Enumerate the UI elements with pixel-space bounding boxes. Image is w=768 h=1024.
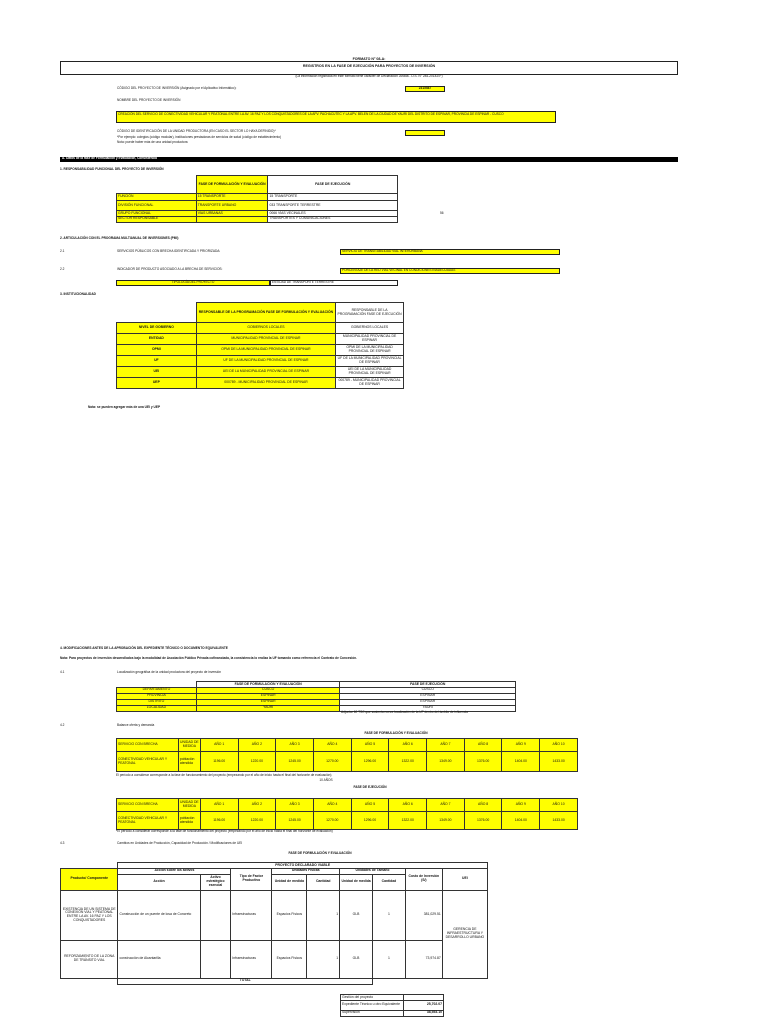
- col-header-cost: Costo de Inversión (S/): [405, 868, 442, 890]
- empty-cell: [61, 978, 118, 984]
- cell-execution[interactable]: OPMI DE LA MUNICIPALIDAD PROVINCIAL DE ESPINAR: [336, 345, 404, 356]
- section-4-title: 4. MODIFICACIONES ANTES DE LA APROBACIÓN DEL EXPEDIENTE TÉCNICO O DOCUMENTO EQUIVALENTE: [60, 646, 228, 650]
- cell-execution[interactable]: 033 TRANSPORTE TERRESTRE: [268, 201, 398, 211]
- cell-execution[interactable]: 15 TRANSPORTE: [268, 194, 398, 201]
- quantity-cell[interactable]: 1: [307, 940, 340, 978]
- value-cell[interactable]: 1196.00: [200, 752, 238, 772]
- location-table: [116, 681, 516, 712]
- col-header: AÑO 4: [313, 799, 351, 812]
- value-cell[interactable]: 1296.00: [351, 812, 389, 830]
- col-header: AÑO 5: [351, 799, 389, 812]
- unit-code-field[interactable]: [405, 130, 445, 136]
- value-cell[interactable]: 1404.00: [502, 752, 540, 772]
- col-header: AÑO 9: [502, 739, 540, 752]
- period-note: El período a considerar corresponde a la fase de funcionamiento del proyecto (empezando por el año de inicio hasta el final del horizonte de evaluación): [116, 773, 332, 777]
- value-cell[interactable]: 1220.00: [238, 812, 276, 830]
- cell-formulation[interactable]: ESPINAR: [196, 699, 340, 705]
- supply-demand-fe-title: FASE DE FORMULACIÓN Y EVALUACIÓN: [364, 731, 428, 735]
- unit-cell[interactable]: población atendida: [178, 752, 200, 772]
- row-label: ENTIDAD: [117, 334, 197, 345]
- cell-execution[interactable]: YAURI: [340, 705, 516, 711]
- col-header-uei: UEI: [442, 868, 487, 890]
- brecha-label: SERVICIOS PÚBLICOS CON BRECHA IDENTIFICADA Y PRIORIZADA:: [117, 249, 221, 253]
- col-header-quantity-2: Cantidad: [372, 874, 405, 890]
- col-header: AÑO 8: [464, 739, 502, 752]
- value-cell[interactable]: 1270.00: [313, 812, 351, 830]
- project-code-field[interactable]: 2315587: [405, 86, 445, 92]
- value-cell[interactable]: 1433.00: [540, 812, 578, 830]
- type-cell[interactable]: Infraestructuras: [231, 940, 272, 978]
- item-number: 2.1: [60, 249, 65, 253]
- col-header: AÑO 2: [238, 799, 276, 812]
- brecha-service-field[interactable]: SERVICIO DE TRANSITABILIDAD VIAL INTERURBANA: [340, 249, 560, 255]
- quantity-2-cell[interactable]: 1: [372, 890, 405, 940]
- value-cell[interactable]: 1245.00: [276, 812, 314, 830]
- value-cell[interactable]: 1349.00: [427, 752, 465, 772]
- col-header: AÑO 1: [200, 739, 238, 752]
- col-header-formulation: FASE DE FORMULACIÓN Y EVALUACIÓN: [196, 682, 340, 688]
- service-cell[interactable]: CONECTIVIDAD VEHICULAR Y PEATONAL: [117, 752, 179, 772]
- cell-execution[interactable]: 000789 - MUNICIPALIDAD PROVINCIAL DE ESPINAR: [336, 378, 404, 389]
- row-label: DEPARTAMENTO: [117, 687, 197, 693]
- value-cell[interactable]: 1433.00: [540, 752, 578, 772]
- action-cell[interactable]: Construcción de un puente de losa de Concreto: [118, 890, 200, 940]
- row-label: UEP: [117, 378, 197, 389]
- col-header: AÑO 5: [351, 739, 389, 752]
- col-header-product: Producto/ Componente: [61, 868, 118, 890]
- format-number: FORMATO N° 08-A:: [352, 57, 386, 61]
- row-label: DISTRITO: [117, 699, 197, 705]
- action-cell[interactable]: construcción de Alcantarilla: [118, 940, 200, 978]
- col-header: UNIDAD DE MEDIDA: [178, 739, 200, 752]
- cell-formulation[interactable]: [196, 216, 268, 222]
- total-label: TOTAL: [118, 978, 373, 984]
- cell-formulation[interactable]: VÍAS URBANAS: [196, 211, 268, 217]
- unit-code-note: *Por ejemplo: colegios (código modular), instituciones prestadoras de servicios de salud (código de establecimiento): [117, 135, 282, 139]
- empty-cell: [117, 303, 197, 323]
- col-header-actions: Acción sobre los activos: [118, 868, 231, 874]
- value-cell[interactable]: 1296.00: [351, 752, 389, 772]
- location-note: Adjuntar 60 TSC que sustenta nueva localización de la UP dentro del ámbito de influencia: [341, 710, 468, 714]
- institutionality-note: Nota: se pueden agregar más de una UEI y UEP: [88, 405, 161, 409]
- cell-execution[interactable]: TRANSPORTES Y COMUNICACIONES: [268, 216, 398, 222]
- empty-cell: [372, 978, 487, 984]
- value-cell[interactable]: 1270.00: [313, 752, 351, 772]
- col-header: AÑO 10: [540, 799, 578, 812]
- value-cell[interactable]: 1376.00: [464, 812, 502, 830]
- cell-formulation[interactable]: 15 TRANSPORTE: [196, 194, 268, 201]
- location-label: Localización geográfica de la unidad productora del proyecto de inversión: [117, 670, 222, 674]
- col-header: AÑO 1: [200, 799, 238, 812]
- cost-cell[interactable]: 381,029.51: [405, 890, 442, 940]
- page-title: REGISTROS EN LA FASE DE EJECUCIÓN PARA PROYECTOS DE INVERSIÓN: [302, 64, 436, 68]
- section-2-title: 2. ARTICULACIÓN CON EL PROGRAMA MULTIANUAL DE INVERSIONES (PMI): [60, 236, 179, 240]
- unit-measure-cell[interactable]: Espacios Físicos: [272, 940, 307, 978]
- row-label: PROVINCIA: [117, 693, 197, 699]
- cost-summary-table: [340, 994, 444, 1017]
- value-cell[interactable]: 1322.00: [389, 812, 427, 830]
- row-label: UEI: [117, 367, 197, 378]
- col-header: AÑO 6: [389, 799, 427, 812]
- cell-execution[interactable]: CUSCO: [340, 687, 516, 693]
- cell-execution[interactable]: ESPINAR: [340, 693, 516, 699]
- unit-measure-2-cell[interactable]: GLB: [340, 890, 373, 940]
- cost-cell[interactable]: 73,974.87: [405, 940, 442, 978]
- row-label: DIVISIÓN FUNCIONAL: [117, 201, 197, 211]
- value-cell[interactable]: 1404.00: [502, 812, 540, 830]
- supply-demand-ej-title: FASE DE EJECUCIÓN: [353, 785, 387, 789]
- col-header: SERVICIO CON BRECHA: [117, 739, 179, 752]
- product-cell[interactable]: EXISTENCIA DE UN SISTEMA DE CONEXIÓN VIAL Y PEATONAL ENTRE LA AV. 16 PAZ Y LOS CONQUISTADORES: [61, 890, 118, 940]
- institutionality-table: [116, 302, 404, 389]
- typology-field[interactable]: ENTIDAD DE TRANSPORTE TERRESTRE: [270, 280, 398, 286]
- cell-formulation[interactable]: 000789 - MUNICIPALIDAD PROVINCIAL DE ESPINAR: [196, 378, 335, 389]
- cell-execution[interactable]: 0066 VÍAS VECINALES: [268, 211, 398, 217]
- item-number: 4.1: [60, 670, 65, 674]
- row-label: SECTOR RESPONSABLE: [117, 216, 197, 222]
- col-header-formulation: FASE DE FORMULACIÓN Y EVALUACIÓN: [196, 176, 268, 194]
- functional-responsibility-table: [116, 175, 398, 223]
- supply-demand-label: Balance oferta y demanda: [117, 723, 155, 727]
- indicator-field[interactable]: PORCENTAJE DE LA RED VIAL VECINAL EN CONDICIONES INADECUADAS: [340, 268, 560, 274]
- cell-execution[interactable]: UF DE LA MUNICIPALIDAD PROVINCIAL DE ESPINAR: [336, 356, 404, 367]
- uei-cell[interactable]: GERENCIA DE INFRAESTRUCTURA Y DESARROLLO URBANO: [442, 890, 487, 978]
- supply-demand-fe-table: [116, 738, 578, 772]
- section-a-header: A. Datos de la fase de Formulación y Evaluación, Consistencia: [60, 157, 678, 162]
- cell-formulation[interactable]: OPMI DE LA MUNICIPALIDAD PROVINCIAL DE ESPINAR: [196, 345, 335, 356]
- col-header-execution: RESPONSABLE DE LA PROGRAMACIÓN FASE DE EJECUCIÓN: [336, 303, 404, 323]
- cell-execution[interactable]: MUNICIPALIDAD PROVINCIAL DE ESPINAR: [336, 334, 404, 345]
- service-cell[interactable]: CONECTIVIDAD VEHICULAR Y PEATONAL: [117, 812, 179, 830]
- row-label: UF: [117, 356, 197, 367]
- section-4-note: Nota: Para proyectos de inversión desarrollados bajo la modalidad de Asociación Público Privada cofinanciada, la consistencia lo realiza la UF tomando como referencia el Contrato de Concesión.: [60, 656, 357, 660]
- row-label: OPMI: [117, 345, 197, 356]
- summary-label: Gestión del proyecto: [341, 995, 404, 1001]
- period-value: 10 AÑOS: [319, 778, 333, 782]
- col-header: AÑO 7: [427, 799, 465, 812]
- col-header: AÑO 3: [276, 799, 314, 812]
- cell-execution[interactable]: ESPINAR: [340, 699, 516, 705]
- cell-formulation[interactable]: CUSCO: [196, 687, 340, 693]
- value-cell[interactable]: 1196.00: [200, 812, 238, 830]
- strategic-cell[interactable]: [200, 940, 231, 978]
- item-number: 4.3: [60, 841, 65, 845]
- item-number: 2.2: [60, 267, 65, 271]
- col-header: AÑO 9: [502, 799, 540, 812]
- indicator-label: INDICADOR DE PRODUCTO ASOCIADO A LA BRECHA DE SERVICIOS:: [117, 267, 223, 271]
- empty-cell: [117, 176, 197, 194]
- side-value: 56: [440, 211, 444, 215]
- value-cell[interactable]: 1376.00: [464, 752, 502, 772]
- col-header: AÑO 7: [427, 739, 465, 752]
- period-note-execution: *El período a considerar corresponde a la fase de funcionamiento del proyecto (empezando por el año de inicio hasta el final del horizonte de evaluación): [116, 829, 333, 833]
- row-label: GRUPO FUNCIONAL: [117, 211, 197, 217]
- col-header-formulation: RESPONSABLE DE LA PROGRAMACIÓN FASE DE FORMULACIÓN Y EVALUACIÓN: [196, 303, 335, 323]
- col-header-size-units: Unidades de Tamaño: [340, 868, 406, 874]
- production-units-table: [60, 862, 488, 985]
- summary-label: Supervisión: [341, 1010, 404, 1016]
- unit-measure-cell[interactable]: Espacios Físicos: [272, 890, 307, 940]
- section-1-title: 1. RESPONSABILIDAD FUNCIONAL DEL PROYECTO DE INVERSIÓN: [60, 167, 164, 171]
- value-cell[interactable]: 1349.00: [427, 812, 465, 830]
- row-label: NIVEL DE GOBIERNO: [117, 323, 197, 334]
- unit-measure-2-cell[interactable]: GLB: [340, 940, 373, 978]
- project-name-label: NOMBRE DEL PROYECTO DE INVERSIÓN: [117, 98, 181, 102]
- cell-execution[interactable]: GOBIERNOS LOCALES: [336, 323, 404, 334]
- cell-formulation[interactable]: UF DE LA MUNICIPALIDAD PROVINCIAL DE ESPINAR: [196, 356, 335, 367]
- quantity-cell[interactable]: 1: [307, 890, 340, 940]
- quantity-2-cell[interactable]: 1: [372, 940, 405, 978]
- row-label: LOCALIDAD: [117, 705, 197, 711]
- row-label: FUNCIÓN: [117, 194, 197, 201]
- item-number: 4.2: [60, 723, 65, 727]
- col-header-action: Acción: [118, 874, 200, 890]
- col-header-unit-measure: Unidad de medida: [272, 874, 307, 890]
- typology-label: TIPOLOGÍA DEL PROYECTO: [116, 280, 270, 286]
- col-header: AÑO 6: [389, 739, 427, 752]
- col-header-execution: FASE DE EJECUCIÓN: [340, 682, 516, 688]
- supply-demand-ej-table: [116, 798, 578, 830]
- col-header: AÑO 3: [276, 739, 314, 752]
- unit-code-note-2: Nota: puede haber más de una unidad productora: [117, 140, 188, 144]
- col-header-quantity: Cantidad: [307, 874, 340, 890]
- cell-formulation[interactable]: TRANSPORTE URBANO: [196, 201, 268, 211]
- type-cell[interactable]: Infraestructuras: [231, 890, 272, 940]
- page-subtitle: (La información registrada en este formato tiene carácter de Declaración Jurada - D.S. N° 284-2018-EF): [295, 74, 443, 78]
- col-header: SERVICIO CON BRECHA: [117, 799, 179, 812]
- project-code-label: CÓDIGO DEL PROYECTO DE INVERSIÓN (Asignado por el Aplicativo Informático):: [117, 86, 237, 90]
- col-header: AÑO 10: [540, 739, 578, 752]
- value-cell[interactable]: 1220.00: [238, 752, 276, 772]
- section-3-title: 3. INSTITUCIONALIDAD: [60, 292, 96, 296]
- value-cell[interactable]: 1322.00: [389, 752, 427, 772]
- project-name-field[interactable]: CREACIÓN DEL SERVICIO DE CONECTIVIDAD VEHICULAR Y PEATONAL ENTRE LA AV. 16 PAZ Y LOS CONQUISTADORES DE LA APV. PACHACUTEC Y LA APV. BELEN DE LA CIUDAD DE YAURI DEL DISTRITO DE ESPINAR, PROVINCIA DE ESPINAR - CUSCO: [116, 111, 556, 123]
- cell-formulation[interactable]: GOBIERNOS LOCALES: [196, 323, 335, 334]
- col-header-factor-type: Tipo de Factor Productivo: [231, 868, 272, 890]
- col-header: AÑO 4: [313, 739, 351, 752]
- col-header-unit-measure-2: Unidad de medida: [340, 874, 373, 890]
- summary-value[interactable]: 25,702.07: [404, 1000, 444, 1010]
- units-change-label: Cambios en Unidades de Producción, Capacidad de Producción / Modificaciones de UEI: [117, 841, 243, 845]
- col-header: AÑO 8: [464, 799, 502, 812]
- value-cell[interactable]: 1245.00: [276, 752, 314, 772]
- cell-formulation[interactable]: YAURI: [196, 705, 340, 711]
- unit-code-label: CÓDIGO DE IDENTIFICACIÓN DE LA UNIDAD PRODUCTORA (EN CASO EL SECTOR LO HAYA DEFINIDO)*: [117, 129, 276, 133]
- col-header-strategic-asset: Activo estratégico esencial: [200, 874, 231, 890]
- col-header-execution: FASE DE EJECUCIÓN: [268, 176, 398, 194]
- col-header-physical-units: Unidades Físicas: [272, 868, 340, 874]
- col-header: UNIDAD DE MEDIDA: [178, 799, 200, 812]
- strategic-cell[interactable]: [200, 890, 231, 940]
- viable-project-header: PROYECTO DECLARADO VIABLE: [118, 863, 488, 869]
- cell-formulation[interactable]: UEI DE LA MUNICIPALIDAD PROVINCIAL DE ESPINAR: [196, 367, 335, 378]
- unit-cell[interactable]: población atendida: [178, 812, 200, 830]
- product-cell[interactable]: REFORZAMIENTO DE LA ZONA DE TRÁNSITO VIAL: [61, 940, 118, 978]
- summary-label: Expediente Técnico u otro Equivalente: [341, 1000, 404, 1010]
- cell-execution[interactable]: UEI DE LA MUNICIPALIDAD PROVINCIAL DE ESPINAR: [336, 367, 404, 378]
- cell-formulation[interactable]: ESPINAR: [196, 693, 340, 699]
- cell-formulation[interactable]: MUNICIPALIDAD PROVINCIAL DE ESPINAR: [196, 334, 335, 345]
- summary-value[interactable]: 38,553.10: [404, 1010, 444, 1016]
- units-change-title: FASE DE FORMULACIÓN Y EVALUACIÓN: [288, 851, 352, 855]
- col-header: AÑO 2: [238, 739, 276, 752]
